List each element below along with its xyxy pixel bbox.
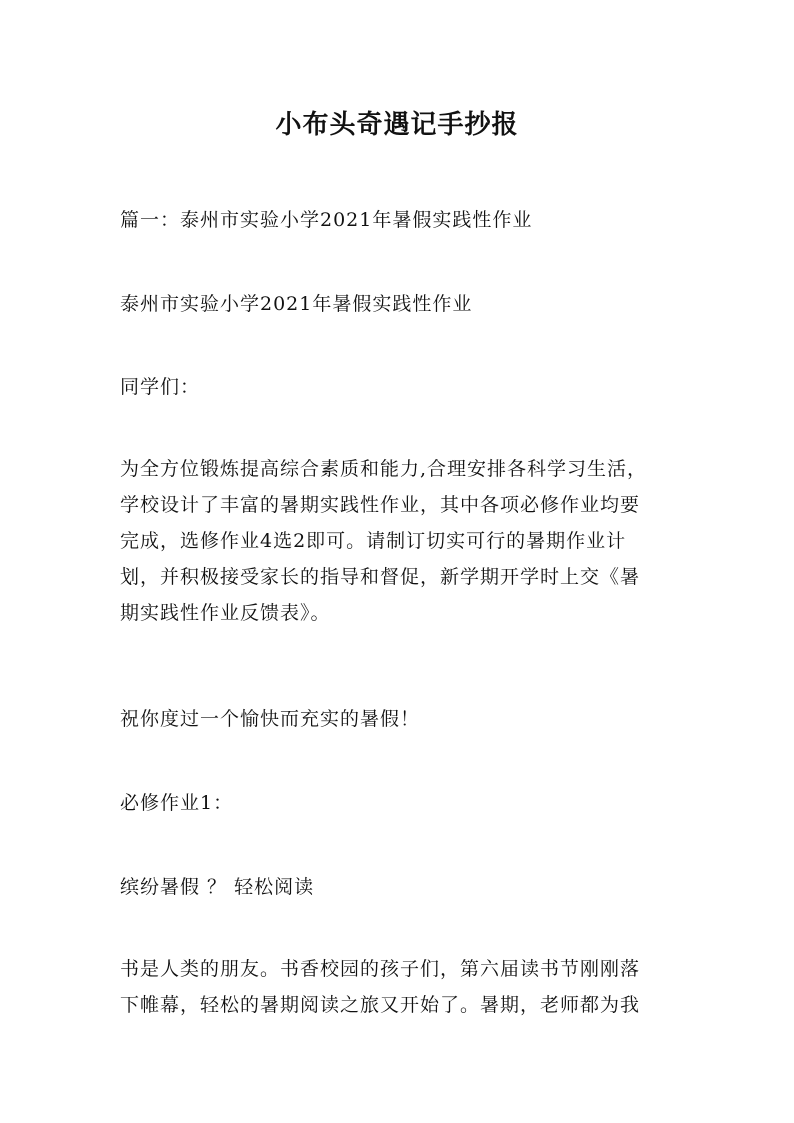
section-heading: 篇一：泰州市实验小学2021年暑假实践性作业: [120, 209, 533, 231]
intro-line: 为全方位锻炼提高综合素质和能力,合理安排各科学习生活，: [120, 458, 648, 480]
intro-line: 学校设计了丰富的暑期实践性作业，其中各项必修作业均要: [120, 494, 641, 516]
intro-line: 划，并积极接受家长的指导和督促，新学期开学时上交《暑: [120, 566, 641, 588]
greeting: 同学们：: [120, 376, 201, 398]
assignment-title: 缤纷暑假 ？ 轻松阅读: [120, 876, 315, 898]
intro-line: 完成，选修作业4选2即可。请制订切实可行的暑期作业计: [120, 530, 627, 552]
subheading: 泰州市实验小学2021年暑假实践性作业: [120, 293, 473, 315]
reading-line: 下帷幕，轻松的暑期阅读之旅又开始了。暑期，老师都为我: [120, 994, 641, 1016]
intro-paragraph: [120, 451, 680, 631]
document-title: 小布头奇遇记手抄报: [275, 110, 519, 140]
reading-paragraph: [120, 951, 680, 1023]
assignment-label: 必修作业1：: [120, 792, 234, 814]
intro-line: 期实践性作业反馈表》。: [120, 602, 331, 624]
wish-line: 祝你度过一个愉快而充实的暑假！: [120, 708, 421, 730]
reading-line: 书是人类的朋友。书香校园的孩子们，第六届读书节刚刚落: [120, 958, 641, 980]
